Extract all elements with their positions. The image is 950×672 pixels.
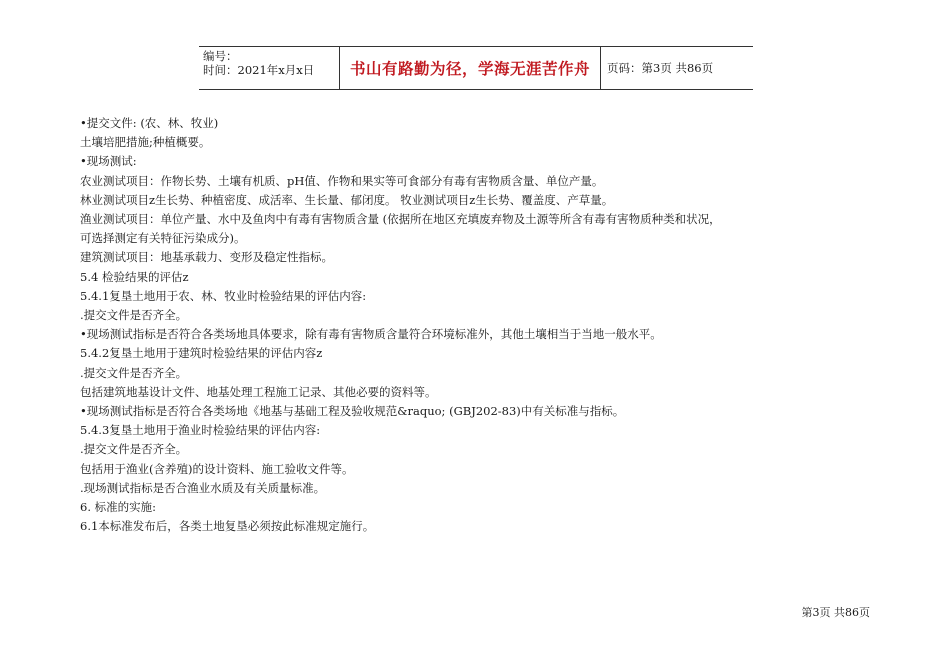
body-line: 包括用于渔业(含养殖)的设计资料、施工验收文件等。	[80, 461, 354, 476]
footer-page-number: 第3页 共86页	[801, 606, 870, 619]
document-body	[80, 114, 780, 536]
body-line: 农业测试项目：作物长势、土壤有机质、pH值、作物和果实等可食部分有毒有害物质含量、单位产量。	[80, 173, 604, 188]
body-line: .提交文件是否齐全。	[80, 308, 188, 323]
body-line: 建筑测试项目：地基承载力、变形及稳定性指标。	[80, 250, 333, 265]
document-time-label: 时间：2021年x月x日	[203, 63, 315, 77]
header-motto: 书山有路勤为径，学海无涯苦作舟	[349, 59, 590, 78]
body-line: 6.1本标准发布后，各类土地复垦必须按此标准规定施行。	[80, 519, 375, 534]
document-number-label: 编号：	[203, 49, 238, 63]
header-page-number: 页码：第3页 共86页	[607, 61, 714, 75]
subsection-heading: 5.4.2复垦土地用于建筑时检验结果的评估内容z	[80, 346, 323, 361]
body-line: 渔业测试项目：单位产量、水中及鱼肉中有毒有害物质含量 (依据所在地区充填废弃物及土源等所含有毒有害物质种类和状况，	[80, 212, 721, 227]
header-motto-cell	[340, 47, 601, 89]
body-line: •现场测试:	[80, 154, 137, 169]
body-line: .现场测试指标是否合渔业水质及有关质量标准。	[80, 480, 326, 495]
body-line: 土壤培肥措施;种植概要。	[80, 135, 211, 150]
header-meta-cell	[199, 47, 340, 89]
body-line: •现场测试指标是否符合各类场地《地基与基础工程及验收规范&raquo; (GBJ202-83)中有关标准与指标。	[80, 404, 625, 419]
subsection-heading: 5.4.1复垦土地用于农、林、牧业时检验结果的评估内容:	[80, 288, 367, 303]
page-footer	[802, 604, 871, 620]
body-line: 可选择测定有关特征污染成分)。	[80, 231, 246, 246]
page-header	[199, 46, 753, 90]
body-line: .提交文件是否齐全。	[80, 365, 188, 380]
body-line: .提交文件是否齐全。	[80, 442, 188, 457]
section-heading: 5.4 检验结果的评估z	[80, 269, 189, 284]
body-line: 林业测试项目z生长势、种植密度、成活率、生长量、郁闭度。 牧业测试项目z生长势、覆盖度、产草量。	[80, 192, 614, 207]
body-line: •提交文件: (农、林、牧业)	[80, 116, 219, 130]
section-heading: 6. 标准的实施:	[80, 500, 157, 515]
header-page-cell	[601, 47, 753, 89]
body-line: •现场测试指标是否符合各类场地具体要求，除有毒有害物质含量符合环境标准外，其他土壤相当于当地一般水平。	[80, 327, 662, 342]
body-line: 包括建筑地基设计文件、地基处理工程施工记录、其他必要的资料等。	[80, 384, 437, 399]
subsection-heading: 5.4.3复垦土地用于渔业时检验结果的评估内容:	[80, 423, 321, 438]
